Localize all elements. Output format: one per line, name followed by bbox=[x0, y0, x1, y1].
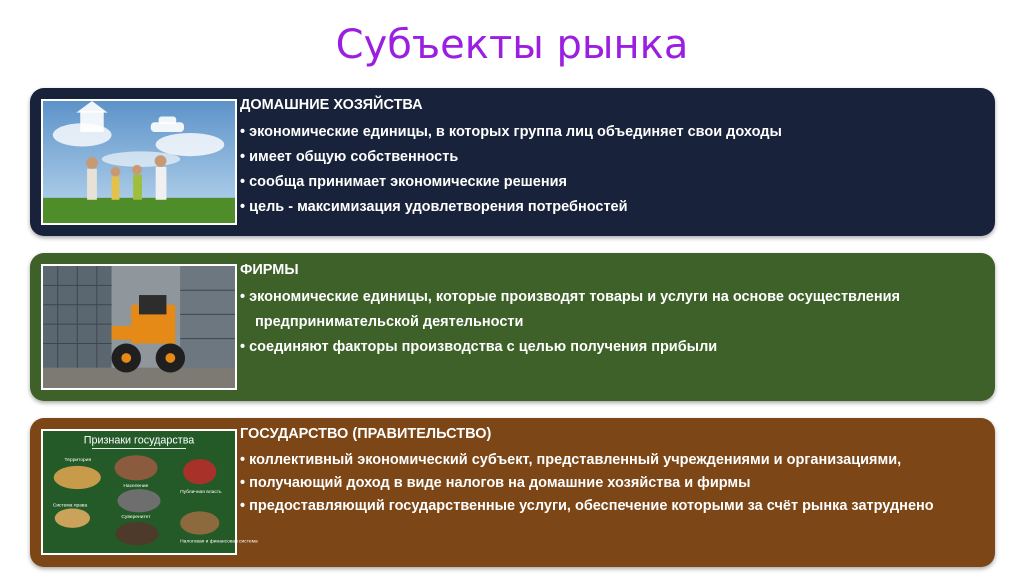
state-signs-image bbox=[41, 429, 258, 555]
bullet-item: • соединяют факторы производства с целью получения прибыли bbox=[240, 335, 975, 360]
card-firms bbox=[30, 253, 995, 401]
card-firms-text bbox=[240, 258, 975, 360]
bullet-item: • имеет общую собственность bbox=[240, 145, 975, 170]
family-image bbox=[41, 99, 237, 225]
construction-image bbox=[41, 264, 237, 390]
image-caption: Признаки государства bbox=[83, 434, 195, 447]
card-state bbox=[30, 418, 995, 567]
card-households-text bbox=[240, 93, 975, 220]
card-heading: ФИРМЫ bbox=[240, 262, 299, 278]
bullet-item: • предоставляющий государственные услуги, обеспечение которыми за счёт рынка затруднено bbox=[240, 495, 975, 518]
bullet-item: • экономические единицы, в которых группа лиц объединяет свои доходы bbox=[240, 120, 975, 145]
card-state-text bbox=[240, 422, 975, 518]
image-label: Суверенитет bbox=[121, 515, 151, 521]
image-label: Налоговая и финансовая система bbox=[180, 539, 258, 545]
bullet-list bbox=[240, 285, 975, 360]
bullet-list bbox=[240, 120, 975, 220]
slide-title: Субъекты рынка bbox=[335, 22, 689, 68]
card-heading: ГОСУДАРСТВО (ПРАВИТЕЛЬСТВО) bbox=[240, 426, 492, 442]
image-label: Система права bbox=[52, 503, 88, 509]
image-label: Население bbox=[123, 484, 149, 490]
image-label: Территория bbox=[64, 458, 92, 464]
bullet-item: • коллективный экономический субъект, представленный учреждениями и организациями, bbox=[240, 449, 975, 472]
bullet-item: • цель - максимизация удовлетворения потребностей bbox=[240, 195, 975, 220]
card-heading: ДОМАШНИЕ ХОЗЯЙСТВА bbox=[240, 97, 423, 113]
bullet-list bbox=[240, 449, 975, 518]
image-label: Публичная власть bbox=[180, 489, 222, 495]
bullet-item: • получающий доход в виде налогов на домашние хозяйства и фирмы bbox=[240, 472, 975, 495]
bullet-item: • сообща принимает экономические решения bbox=[240, 170, 975, 195]
bullet-item: • экономические единицы, которые производят товары и услуги на основе осуществления предпринимательской деятельности bbox=[240, 285, 975, 335]
card-households bbox=[30, 88, 995, 236]
